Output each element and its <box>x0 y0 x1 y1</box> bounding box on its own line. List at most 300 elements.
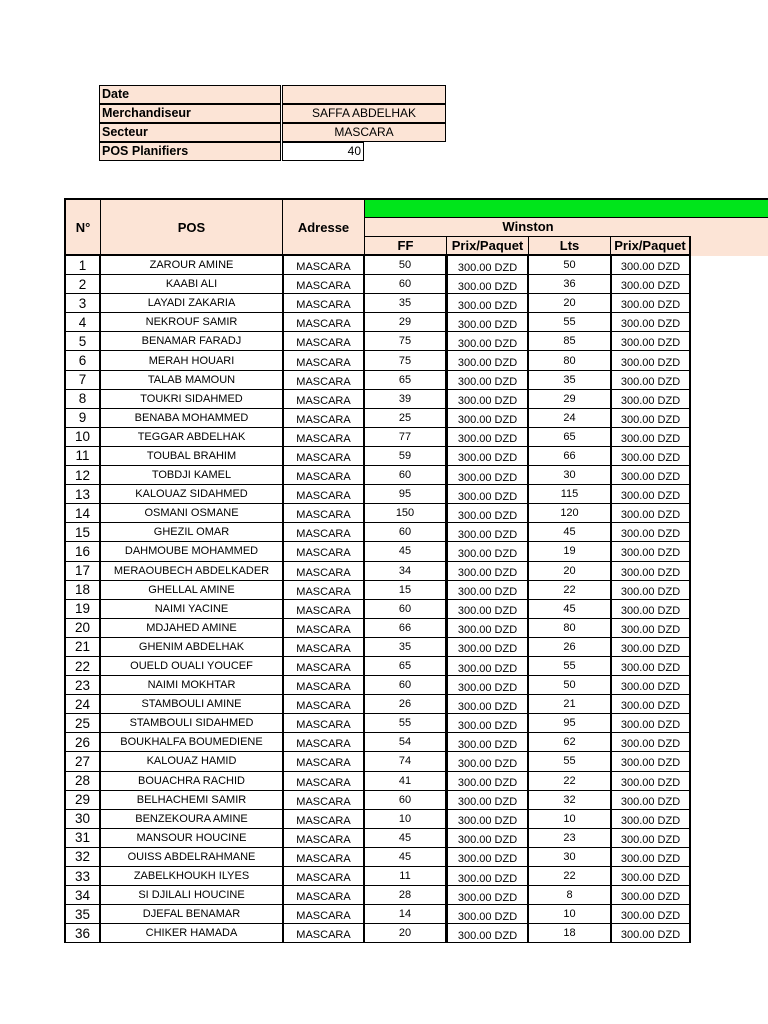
row-number[interactable]: 20 <box>64 619 101 638</box>
ff-cell[interactable]: 59 <box>365 447 447 466</box>
prix-paquet-cell[interactable]: 300.00 DZD <box>447 848 529 867</box>
row-number[interactable]: 26 <box>64 733 101 752</box>
pos-name-cell[interactable]: KALOUAZ HAMID <box>101 752 283 771</box>
adresse-cell[interactable]: MASCARA <box>283 256 365 275</box>
info-box <box>99 85 447 161</box>
adresse-cell[interactable]: MASCARA <box>283 600 365 619</box>
ff-cell[interactable]: 28 <box>365 886 447 905</box>
ff-cell[interactable]: 60 <box>365 523 447 542</box>
adresse-cell[interactable]: MASCARA <box>283 504 365 523</box>
lts-cell[interactable]: 10 <box>529 905 611 924</box>
ff-cell[interactable]: 45 <box>365 848 447 867</box>
adresse-cell[interactable]: MASCARA <box>283 886 365 905</box>
pos-name-cell[interactable]: ZABELKHOUKH ILYES <box>101 867 283 886</box>
ff-cell[interactable]: 11 <box>365 867 447 886</box>
ff-cell[interactable]: 60 <box>365 676 447 695</box>
lts-cell[interactable]: 50 <box>529 676 611 695</box>
pos-name-cell[interactable]: GHELLAL AMINE <box>101 581 283 600</box>
row-number[interactable]: 31 <box>64 829 101 848</box>
adresse-cell[interactable]: MASCARA <box>283 294 365 313</box>
ff-cell[interactable]: 39 <box>365 390 447 409</box>
prix-paquet-cell[interactable]: 300.00 DZD <box>447 447 529 466</box>
lts-cell[interactable]: 45 <box>529 600 611 619</box>
row-number[interactable]: 22 <box>64 657 101 676</box>
adresse-cell[interactable]: MASCARA <box>283 810 365 829</box>
lts-cell[interactable]: 115 <box>529 485 611 504</box>
adresse-cell[interactable]: MASCARA <box>283 542 365 561</box>
table-row <box>64 695 691 714</box>
pos-name-cell[interactable]: CHIKER HAMADA <box>101 924 283 943</box>
table-row <box>64 791 691 810</box>
lts-cell[interactable]: 55 <box>529 313 611 332</box>
info-label: Secteur <box>99 123 281 142</box>
prix-paquet-cell[interactable]: 300.00 DZD <box>611 313 691 332</box>
pos-name-cell[interactable]: OUELD OUALI YOUCEF <box>101 657 283 676</box>
row-number[interactable]: 19 <box>64 600 101 619</box>
adresse-cell[interactable]: MASCARA <box>283 924 365 943</box>
prix-paquet-cell[interactable]: 300.00 DZD <box>447 428 529 447</box>
ff-cell[interactable]: 10 <box>365 810 447 829</box>
prix-paquet-cell[interactable]: 300.00 DZD <box>611 905 691 924</box>
ff-cell[interactable]: 65 <box>365 371 447 390</box>
lts-cell[interactable]: 65 <box>529 428 611 447</box>
adresse-cell[interactable]: MASCARA <box>283 714 365 733</box>
row-number[interactable]: 35 <box>64 905 101 924</box>
table-row <box>64 581 691 600</box>
prix-paquet-cell[interactable]: 300.00 DZD <box>611 829 691 848</box>
lts-cell[interactable]: 55 <box>529 752 611 771</box>
row-number[interactable]: 29 <box>64 791 101 810</box>
lts-cell[interactable]: 8 <box>529 886 611 905</box>
table-row <box>64 886 691 905</box>
prix-paquet-cell[interactable]: 300.00 DZD <box>447 256 529 275</box>
pos-name-cell[interactable]: MANSOUR HOUCINE <box>101 829 283 848</box>
pos-name-cell[interactable]: TOBDJI KAMEL <box>101 466 283 485</box>
adresse-cell[interactable]: MASCARA <box>283 848 365 867</box>
prix-paquet-cell[interactable]: 300.00 DZD <box>611 523 691 542</box>
adresse-cell[interactable]: MASCARA <box>283 905 365 924</box>
row-number[interactable]: 25 <box>64 714 101 733</box>
ff-cell[interactable]: 45 <box>365 829 447 848</box>
prix-paquet-cell[interactable]: 300.00 DZD <box>447 752 529 771</box>
prix-paquet-cell[interactable]: 300.00 DZD <box>611 275 691 294</box>
prix-paquet-cell[interactable]: 300.00 DZD <box>447 676 529 695</box>
row-number[interactable]: 11 <box>64 447 101 466</box>
prix-paquet-cell[interactable]: 300.00 DZD <box>611 791 691 810</box>
pos-name-cell[interactable]: KALOUAZ SIDAHMED <box>101 485 283 504</box>
table-header <box>64 198 768 256</box>
prix-paquet-cell[interactable]: 300.00 DZD <box>611 867 691 886</box>
prix-paquet-cell[interactable]: 300.00 DZD <box>447 275 529 294</box>
prix-paquet-cell[interactable]: 300.00 DZD <box>447 581 529 600</box>
prix-paquet-cell[interactable]: 300.00 DZD <box>611 772 691 791</box>
header-brand-row <box>365 217 768 236</box>
pos-name-cell[interactable]: ZAROUR AMINE <box>101 256 283 275</box>
info-row-pos-planifiers <box>99 142 447 161</box>
adresse-cell[interactable]: MASCARA <box>283 791 365 810</box>
lts-cell[interactable]: 32 <box>529 791 611 810</box>
ff-cell[interactable]: 35 <box>365 294 447 313</box>
row-number[interactable]: 5 <box>64 332 101 351</box>
adresse-cell[interactable]: MASCARA <box>283 485 365 504</box>
table-row <box>64 562 691 581</box>
ff-cell[interactable]: 77 <box>365 428 447 447</box>
row-number[interactable]: 28 <box>64 772 101 791</box>
lts-cell[interactable]: 21 <box>529 695 611 714</box>
lts-cell[interactable]: 36 <box>529 275 611 294</box>
header-prix-paquet-2: Prix/Paquet <box>611 236 691 256</box>
row-number[interactable]: 21 <box>64 638 101 657</box>
prix-paquet-cell[interactable]: 300.00 DZD <box>611 390 691 409</box>
lts-cell[interactable]: 29 <box>529 390 611 409</box>
table-row <box>64 733 691 752</box>
table-row <box>64 905 691 924</box>
prix-paquet-cell[interactable]: 300.00 DZD <box>611 714 691 733</box>
row-number[interactable]: 9 <box>64 409 101 428</box>
row-number[interactable]: 7 <box>64 371 101 390</box>
pos-name-cell[interactable]: MERAOUBECH ABDELKADER <box>101 562 283 581</box>
prix-paquet-cell[interactable]: 300.00 DZD <box>611 351 691 370</box>
prix-paquet-cell[interactable]: 300.00 DZD <box>611 409 691 428</box>
table-row <box>64 810 691 829</box>
adresse-cell[interactable]: MASCARA <box>283 619 365 638</box>
pos-name-cell[interactable]: GHEZIL OMAR <box>101 523 283 542</box>
green-header-bar <box>365 198 768 217</box>
lts-cell[interactable]: 55 <box>529 657 611 676</box>
ff-cell[interactable]: 34 <box>365 562 447 581</box>
pos-name-cell[interactable]: BENZEKOURA AMINE <box>101 810 283 829</box>
lts-cell[interactable]: 30 <box>529 848 611 867</box>
prix-paquet-cell[interactable]: 300.00 DZD <box>611 810 691 829</box>
lts-cell[interactable]: 80 <box>529 619 611 638</box>
ff-cell[interactable]: 14 <box>365 905 447 924</box>
pos-name-cell[interactable]: BOUKHALFA BOUMEDIENE <box>101 733 283 752</box>
prix-paquet-cell[interactable]: 300.00 DZD <box>611 466 691 485</box>
adresse-cell[interactable]: MASCARA <box>283 581 365 600</box>
pos-name-cell[interactable]: DJEFAL BENAMAR <box>101 905 283 924</box>
ff-cell[interactable]: 15 <box>365 581 447 600</box>
ff-cell[interactable]: 55 <box>365 714 447 733</box>
row-number[interactable]: 30 <box>64 810 101 829</box>
row-number[interactable]: 16 <box>64 542 101 561</box>
prix-paquet-cell[interactable]: 300.00 DZD <box>611 733 691 752</box>
prix-paquet-cell[interactable]: 300.00 DZD <box>611 562 691 581</box>
prix-paquet-cell[interactable]: 300.00 DZD <box>611 542 691 561</box>
prix-paquet-cell[interactable]: 300.00 DZD <box>447 791 529 810</box>
pos-name-cell[interactable]: NAIMI YACINE <box>101 600 283 619</box>
row-number[interactable]: 4 <box>64 313 101 332</box>
pos-name-cell[interactable]: TALAB MAMOUN <box>101 371 283 390</box>
prix-paquet-cell[interactable]: 300.00 DZD <box>611 619 691 638</box>
pos-name-cell[interactable]: NEKROUF SAMIR <box>101 313 283 332</box>
prix-paquet-cell[interactable]: 300.00 DZD <box>447 638 529 657</box>
row-number[interactable]: 23 <box>64 676 101 695</box>
table-row <box>64 829 691 848</box>
prix-paquet-cell[interactable]: 300.00 DZD <box>447 390 529 409</box>
row-number[interactable]: 6 <box>64 351 101 370</box>
pos-name-cell[interactable]: TOUKRI SIDAHMED <box>101 390 283 409</box>
ff-cell[interactable]: 20 <box>365 924 447 943</box>
row-number[interactable]: 12 <box>64 466 101 485</box>
lts-cell[interactable]: 18 <box>529 924 611 943</box>
prix-paquet-cell[interactable]: 300.00 DZD <box>447 619 529 638</box>
prix-paquet-cell[interactable]: 300.00 DZD <box>447 351 529 370</box>
info-value-pos-planifiers[interactable]: 40 <box>282 142 364 161</box>
ff-cell[interactable]: 75 <box>365 332 447 351</box>
prix-paquet-cell[interactable]: 300.00 DZD <box>447 371 529 390</box>
row-number[interactable]: 33 <box>64 867 101 886</box>
prix-paquet-cell[interactable]: 300.00 DZD <box>447 466 529 485</box>
prix-paquet-cell[interactable]: 300.00 DZD <box>447 504 529 523</box>
row-number[interactable]: 36 <box>64 924 101 943</box>
row-number[interactable]: 13 <box>64 485 101 504</box>
lts-cell[interactable]: 22 <box>529 772 611 791</box>
prix-paquet-cell[interactable]: 300.00 DZD <box>611 428 691 447</box>
pos-name-cell[interactable]: TEGGAR ABDELHAK <box>101 428 283 447</box>
prix-paquet-cell[interactable]: 300.00 DZD <box>611 256 691 275</box>
lts-cell[interactable]: 22 <box>529 867 611 886</box>
prix-paquet-cell[interactable]: 300.00 DZD <box>447 562 529 581</box>
row-number[interactable]: 2 <box>64 275 101 294</box>
pos-name-cell[interactable]: MERAH HOUARI <box>101 351 283 370</box>
pos-name-cell[interactable]: NAIMI MOKHTAR <box>101 676 283 695</box>
adresse-cell[interactable]: MASCARA <box>283 676 365 695</box>
adresse-cell[interactable]: MASCARA <box>283 562 365 581</box>
prix-paquet-cell[interactable]: 300.00 DZD <box>447 600 529 619</box>
prix-paquet-cell[interactable]: 300.00 DZD <box>447 905 529 924</box>
adresse-cell[interactable]: MASCARA <box>283 752 365 771</box>
ff-cell[interactable]: 60 <box>365 275 447 294</box>
pos-name-cell[interactable]: OUISS ABDELRAHMANE <box>101 848 283 867</box>
prix-paquet-cell[interactable]: 300.00 DZD <box>611 886 691 905</box>
row-number[interactable]: 14 <box>64 504 101 523</box>
lts-cell[interactable]: 20 <box>529 562 611 581</box>
pos-name-cell[interactable]: BENAMAR FARADJ <box>101 332 283 351</box>
prix-paquet-cell[interactable]: 300.00 DZD <box>611 504 691 523</box>
info-value-secteur[interactable]: MASCARA <box>282 123 446 142</box>
ff-cell[interactable]: 29 <box>365 313 447 332</box>
prix-paquet-cell[interactable]: 300.00 DZD <box>611 600 691 619</box>
prix-paquet-cell[interactable]: 300.00 DZD <box>611 371 691 390</box>
adresse-cell[interactable]: MASCARA <box>283 428 365 447</box>
adresse-cell[interactable]: MASCARA <box>283 733 365 752</box>
row-number[interactable]: 3 <box>64 294 101 313</box>
table-row <box>64 867 691 886</box>
table-row <box>64 485 691 504</box>
prix-paquet-cell[interactable]: 300.00 DZD <box>611 695 691 714</box>
pos-name-cell[interactable]: BELHACHEMI SAMIR <box>101 791 283 810</box>
prix-paquet-cell[interactable]: 300.00 DZD <box>611 638 691 657</box>
pos-name-cell[interactable]: BOUACHRA RACHID <box>101 772 283 791</box>
pos-name-cell[interactable]: TOUBAL BRAHIM <box>101 447 283 466</box>
adresse-cell[interactable]: MASCARA <box>283 447 365 466</box>
lts-cell[interactable]: 19 <box>529 542 611 561</box>
table-row <box>64 619 691 638</box>
table-row <box>64 504 691 523</box>
prix-paquet-cell[interactable]: 300.00 DZD <box>611 485 691 504</box>
pos-name-cell[interactable]: LAYADI ZAKARIA <box>101 294 283 313</box>
row-number[interactable]: 27 <box>64 752 101 771</box>
table-body <box>64 256 691 943</box>
lts-cell[interactable]: 50 <box>529 256 611 275</box>
table-row <box>64 600 691 619</box>
adresse-cell[interactable]: MASCARA <box>283 638 365 657</box>
table-row <box>64 294 691 313</box>
ff-cell[interactable]: 26 <box>365 695 447 714</box>
adresse-cell[interactable]: MASCARA <box>283 332 365 351</box>
pos-name-cell[interactable]: BENABA MOHAMMED <box>101 409 283 428</box>
adresse-cell[interactable]: MASCARA <box>283 351 365 370</box>
row-number[interactable]: 18 <box>64 581 101 600</box>
adresse-cell[interactable]: MASCARA <box>283 829 365 848</box>
ff-cell[interactable]: 54 <box>365 733 447 752</box>
pos-name-cell[interactable]: SI DJILALI HOUCINE <box>101 886 283 905</box>
info-value-date[interactable] <box>282 85 446 104</box>
prix-paquet-cell[interactable]: 300.00 DZD <box>447 695 529 714</box>
header-ff: FF <box>365 236 447 256</box>
adresse-cell[interactable]: MASCARA <box>283 657 365 676</box>
table-row <box>64 638 691 657</box>
pos-name-cell[interactable]: STAMBOULI AMINE <box>101 695 283 714</box>
adresse-cell[interactable]: MASCARA <box>283 313 365 332</box>
adresse-cell[interactable]: MASCARA <box>283 390 365 409</box>
pos-name-cell[interactable]: STAMBOULI SIDAHMED <box>101 714 283 733</box>
table-row <box>64 428 691 447</box>
table-row <box>64 714 691 733</box>
adresse-cell[interactable]: MASCARA <box>283 772 365 791</box>
info-label: POS Planifiers <box>99 142 281 161</box>
adresse-cell[interactable]: MASCARA <box>283 275 365 294</box>
lts-cell[interactable]: 10 <box>529 810 611 829</box>
ff-cell[interactable]: 35 <box>365 638 447 657</box>
pos-name-cell[interactable]: GHENIM ABDELHAK <box>101 638 283 657</box>
prix-paquet-cell[interactable]: 300.00 DZD <box>447 294 529 313</box>
adresse-cell[interactable]: MASCARA <box>283 695 365 714</box>
table-row <box>64 542 691 561</box>
table-row <box>64 657 691 676</box>
pos-name-cell[interactable]: MDJAHED AMINE <box>101 619 283 638</box>
prix-paquet-cell[interactable]: 300.00 DZD <box>447 409 529 428</box>
table-row <box>64 275 691 294</box>
prix-paquet-cell[interactable]: 300.00 DZD <box>447 924 529 943</box>
lts-cell[interactable]: 26 <box>529 638 611 657</box>
table-row <box>64 676 691 695</box>
row-number[interactable]: 10 <box>64 428 101 447</box>
header-brand: Winston <box>502 219 554 234</box>
table-row <box>64 351 691 370</box>
lts-cell[interactable]: 62 <box>529 733 611 752</box>
prix-paquet-cell[interactable]: 300.00 DZD <box>447 772 529 791</box>
lts-cell[interactable]: 45 <box>529 523 611 542</box>
table-row <box>64 256 691 275</box>
prix-paquet-cell[interactable]: 300.00 DZD <box>447 657 529 676</box>
adresse-cell[interactable]: MASCARA <box>283 409 365 428</box>
ff-cell[interactable]: 25 <box>365 409 447 428</box>
ff-cell[interactable]: 50 <box>365 256 447 275</box>
prix-paquet-cell[interactable]: 300.00 DZD <box>611 924 691 943</box>
lts-cell[interactable]: 20 <box>529 294 611 313</box>
prix-paquet-cell[interactable]: 300.00 DZD <box>611 332 691 351</box>
row-number[interactable]: 34 <box>64 886 101 905</box>
lts-cell[interactable]: 30 <box>529 466 611 485</box>
ff-cell[interactable]: 60 <box>365 791 447 810</box>
lts-cell[interactable]: 22 <box>529 581 611 600</box>
prix-paquet-cell[interactable]: 300.00 DZD <box>447 867 529 886</box>
prix-paquet-cell[interactable]: 300.00 DZD <box>611 581 691 600</box>
lts-cell[interactable]: 120 <box>529 504 611 523</box>
prix-paquet-cell[interactable]: 300.00 DZD <box>447 313 529 332</box>
prix-paquet-cell[interactable]: 300.00 DZD <box>447 332 529 351</box>
lts-cell[interactable]: 80 <box>529 351 611 370</box>
lts-cell[interactable]: 95 <box>529 714 611 733</box>
header-fill <box>691 236 768 256</box>
header-adresse: Adresse <box>283 198 365 256</box>
ff-cell[interactable]: 60 <box>365 600 447 619</box>
ff-cell[interactable]: 95 <box>365 485 447 504</box>
prix-paquet-cell[interactable]: 300.00 DZD <box>447 714 529 733</box>
table-row <box>64 371 691 390</box>
ff-cell[interactable]: 150 <box>365 504 447 523</box>
ff-cell[interactable]: 45 <box>365 542 447 561</box>
ff-cell[interactable]: 41 <box>365 772 447 791</box>
table-row <box>64 390 691 409</box>
prix-paquet-cell[interactable]: 300.00 DZD <box>611 752 691 771</box>
info-row-secteur <box>99 123 447 142</box>
adresse-cell[interactable]: MASCARA <box>283 523 365 542</box>
prix-paquet-cell[interactable]: 300.00 DZD <box>447 523 529 542</box>
table-row <box>64 466 691 485</box>
prix-paquet-cell[interactable]: 300.00 DZD <box>447 829 529 848</box>
row-number[interactable]: 1 <box>64 256 101 275</box>
lts-cell[interactable]: 23 <box>529 829 611 848</box>
prix-paquet-cell[interactable]: 300.00 DZD <box>611 447 691 466</box>
prix-paquet-cell[interactable]: 300.00 DZD <box>447 542 529 561</box>
ff-cell[interactable]: 65 <box>365 657 447 676</box>
table-row <box>64 848 691 867</box>
pos-name-cell[interactable]: DAHMOUBE MOHAMMED <box>101 542 283 561</box>
prix-paquet-cell[interactable]: 300.00 DZD <box>611 657 691 676</box>
prix-paquet-cell[interactable]: 300.00 DZD <box>447 886 529 905</box>
lts-cell[interactable]: 85 <box>529 332 611 351</box>
prix-paquet-cell[interactable]: 300.00 DZD <box>611 676 691 695</box>
row-number[interactable]: 8 <box>64 390 101 409</box>
adresse-cell[interactable]: MASCARA <box>283 867 365 886</box>
prix-paquet-cell[interactable]: 300.00 DZD <box>447 733 529 752</box>
prix-paquet-cell[interactable]: 300.00 DZD <box>447 485 529 504</box>
row-number[interactable]: 15 <box>64 523 101 542</box>
row-number[interactable]: 32 <box>64 848 101 867</box>
pos-name-cell[interactable]: OSMANI OSMANE <box>101 504 283 523</box>
adresse-cell[interactable]: MASCARA <box>283 371 365 390</box>
ff-cell[interactable]: 75 <box>365 351 447 370</box>
prix-paquet-cell[interactable]: 300.00 DZD <box>447 810 529 829</box>
row-number[interactable]: 24 <box>64 695 101 714</box>
lts-cell[interactable]: 35 <box>529 371 611 390</box>
table-row <box>64 332 691 351</box>
ff-cell[interactable]: 60 <box>365 466 447 485</box>
lts-cell[interactable]: 66 <box>529 447 611 466</box>
lts-cell[interactable]: 24 <box>529 409 611 428</box>
prix-paquet-cell[interactable]: 300.00 DZD <box>611 848 691 867</box>
pos-name-cell[interactable]: KAABI ALI <box>101 275 283 294</box>
row-number[interactable]: 17 <box>64 562 101 581</box>
info-value-merchandiseur[interactable]: SAFFA ABDELHAK <box>282 104 446 123</box>
ff-cell[interactable]: 66 <box>365 619 447 638</box>
prix-paquet-cell[interactable]: 300.00 DZD <box>611 294 691 313</box>
ff-cell[interactable]: 74 <box>365 752 447 771</box>
table-row <box>64 409 691 428</box>
adresse-cell[interactable]: MASCARA <box>283 466 365 485</box>
